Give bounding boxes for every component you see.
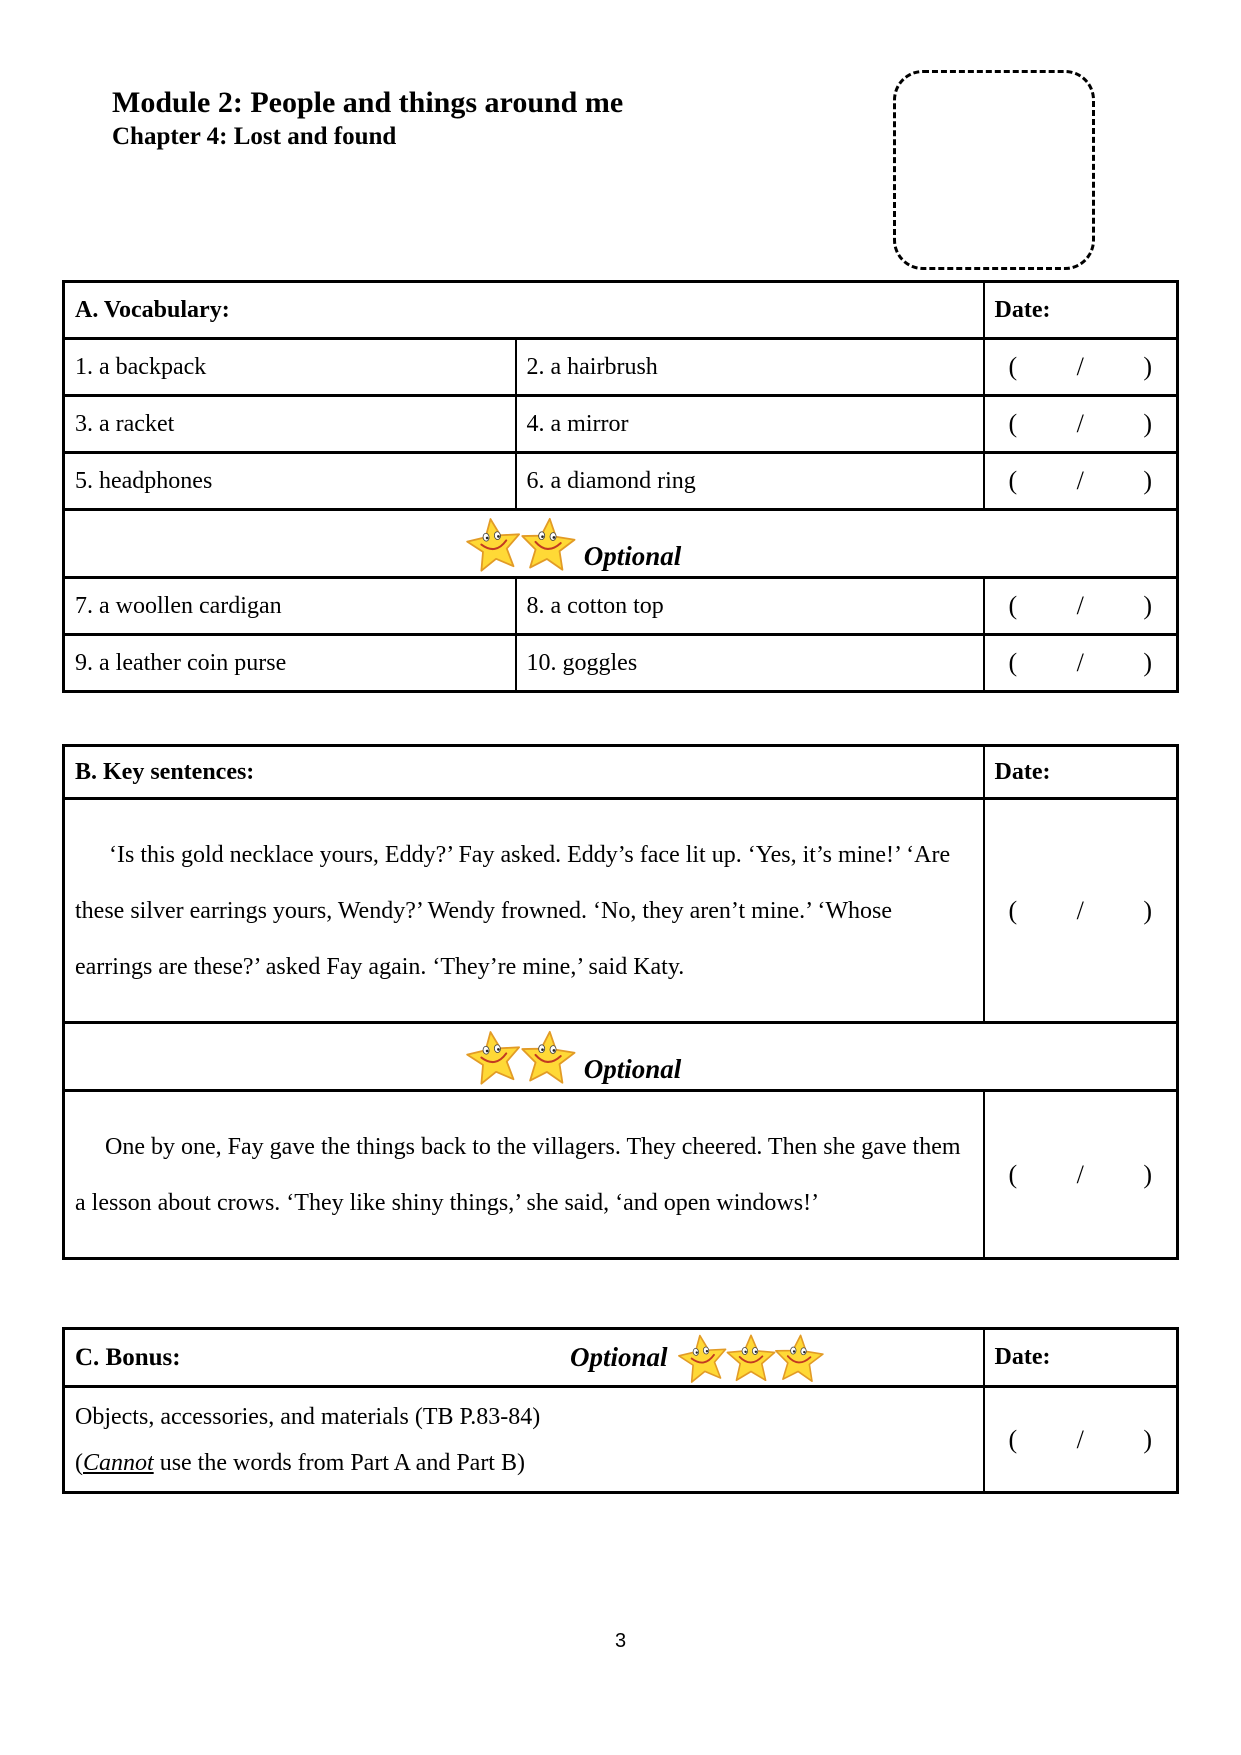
score-close-paren: )	[1143, 591, 1152, 620]
sticker-placeholder-box	[893, 70, 1095, 270]
score-close-paren: )	[1143, 352, 1152, 381]
table-row	[64, 453, 1178, 510]
star-icon	[672, 1327, 733, 1388]
score-open-paren: (	[1008, 409, 1018, 438]
optional-group	[570, 1331, 826, 1385]
score-blank	[995, 352, 1167, 382]
score-slash: /	[1076, 1159, 1084, 1189]
optional-label: Optional	[583, 1053, 682, 1084]
optional-label: Optional	[570, 1342, 668, 1372]
key-sentences-header-row	[64, 746, 1178, 799]
optional-banner	[64, 510, 1178, 578]
optional-divider-row	[64, 510, 1178, 578]
score-open-paren: (	[1008, 352, 1018, 381]
optional-group	[27, 514, 1118, 574]
score-close-paren: )	[1143, 895, 1152, 925]
page-title: Module 2: People and things around me	[112, 86, 624, 119]
vocab-item: 6. a diamond ring	[516, 453, 984, 510]
score-slash: /	[1076, 466, 1084, 495]
vocabulary-title: A. Vocabulary:	[64, 282, 984, 339]
bonus-header-inner	[75, 1344, 973, 1372]
score-open-paren: (	[1008, 466, 1018, 495]
score-cell	[984, 339, 1178, 396]
score-blank	[995, 896, 1167, 926]
chapter-subtitle: Chapter 4: Lost and found	[112, 123, 397, 150]
star-icon	[516, 1024, 580, 1088]
vocabulary-header-row	[64, 282, 1178, 339]
vocab-item: 2. a hairbrush	[516, 339, 984, 396]
vocab-item: 10. goggles	[516, 635, 984, 692]
score-open-paren: (	[1008, 1424, 1018, 1454]
star-icon	[770, 1329, 828, 1387]
score-slash: /	[1076, 352, 1084, 381]
table-row	[64, 578, 1178, 635]
table-row	[64, 1091, 1178, 1259]
optional-divider-row	[64, 1023, 1178, 1091]
key-sentences-title: B. Key sentences:	[64, 746, 984, 799]
date-label: Date:	[984, 1329, 1178, 1387]
bonus-line1: Objects, accessories, and materials (TB P.83-84)	[75, 1403, 541, 1430]
score-slash: /	[1076, 1424, 1084, 1454]
vocab-item: 8. a cotton top	[516, 578, 984, 635]
score-cell	[984, 1387, 1178, 1493]
bonus-description	[64, 1387, 984, 1493]
bonus-line2-rest: use the words from Part A and Part B)	[153, 1449, 525, 1476]
score-cell	[984, 799, 1178, 1023]
key-sentences-paragraph: ‘Is this gold necklace yours, Eddy?’ Fay asked. Eddy’s face lit up. ‘Yes, it’s mine!’ ‘Are these silver earrings yours, Wendy?’ Wendy frowned. ‘No, they aren’t mine.’ ‘Whose earrings are these?’ asked Fay again. ‘They’re mine,’ said Katy.	[64, 799, 984, 1023]
score-cell	[984, 396, 1178, 453]
optional-paragraph: One by one, Fay gave the things back to the villagers. They cheered. Then she gave them a lesson about crows. ‘They like shiny things,’ she said, ‘and open windows!’	[64, 1091, 984, 1259]
optional-group	[27, 1027, 1118, 1087]
bonus-line2-emphasis: Cannot	[83, 1449, 154, 1476]
score-close-paren: )	[1143, 1424, 1152, 1454]
score-blank	[995, 409, 1167, 439]
table-row	[64, 339, 1178, 396]
vocabulary-table	[62, 280, 1179, 693]
table-row	[64, 396, 1178, 453]
score-blank	[995, 648, 1167, 678]
vocab-item: 7. a woollen cardigan	[64, 578, 516, 635]
score-close-paren: )	[1143, 466, 1152, 495]
vocab-item: 1. a backpack	[64, 339, 516, 396]
score-blank	[995, 466, 1167, 496]
score-open-paren: (	[1008, 648, 1018, 677]
score-open-paren: (	[1008, 591, 1018, 620]
star-icon	[516, 511, 580, 575]
score-cell	[984, 453, 1178, 510]
score-open-paren: (	[1008, 1159, 1018, 1189]
table-row	[64, 1387, 1178, 1493]
score-blank	[995, 591, 1167, 621]
score-open-paren: (	[1008, 895, 1018, 925]
optional-banner	[64, 1023, 1178, 1091]
page-number: 3	[614, 1630, 627, 1652]
bonus-title: C. Bonus:	[75, 1343, 181, 1371]
table-row	[64, 799, 1178, 1023]
table-row	[64, 635, 1178, 692]
score-slash: /	[1076, 591, 1084, 620]
score-close-paren: )	[1143, 1159, 1152, 1189]
vocab-item: 5. headphones	[64, 453, 516, 510]
score-cell	[984, 1091, 1178, 1259]
key-sentences-table	[62, 744, 1179, 1260]
score-slash: /	[1076, 648, 1084, 677]
bonus-line2-open: (	[75, 1449, 83, 1476]
score-blank	[995, 1160, 1167, 1190]
bonus-table	[62, 1327, 1179, 1494]
vocab-item: 9. a leather coin purse	[64, 635, 516, 692]
bonus-header-cell	[64, 1329, 984, 1387]
bonus-line2	[75, 1440, 973, 1486]
date-label: Date:	[984, 746, 1178, 799]
score-cell	[984, 578, 1178, 635]
optional-label: Optional	[583, 540, 682, 571]
title-block	[112, 84, 623, 152]
score-cell	[984, 635, 1178, 692]
score-slash: /	[1076, 895, 1084, 925]
date-label: Date:	[984, 282, 1178, 339]
score-close-paren: )	[1143, 409, 1152, 438]
score-blank	[995, 1425, 1167, 1455]
score-slash: /	[1076, 409, 1084, 438]
vocab-item: 4. a mirror	[516, 396, 984, 453]
score-close-paren: )	[1143, 648, 1152, 677]
bonus-header-row	[64, 1329, 1178, 1387]
vocab-item: 3. a racket	[64, 396, 516, 453]
